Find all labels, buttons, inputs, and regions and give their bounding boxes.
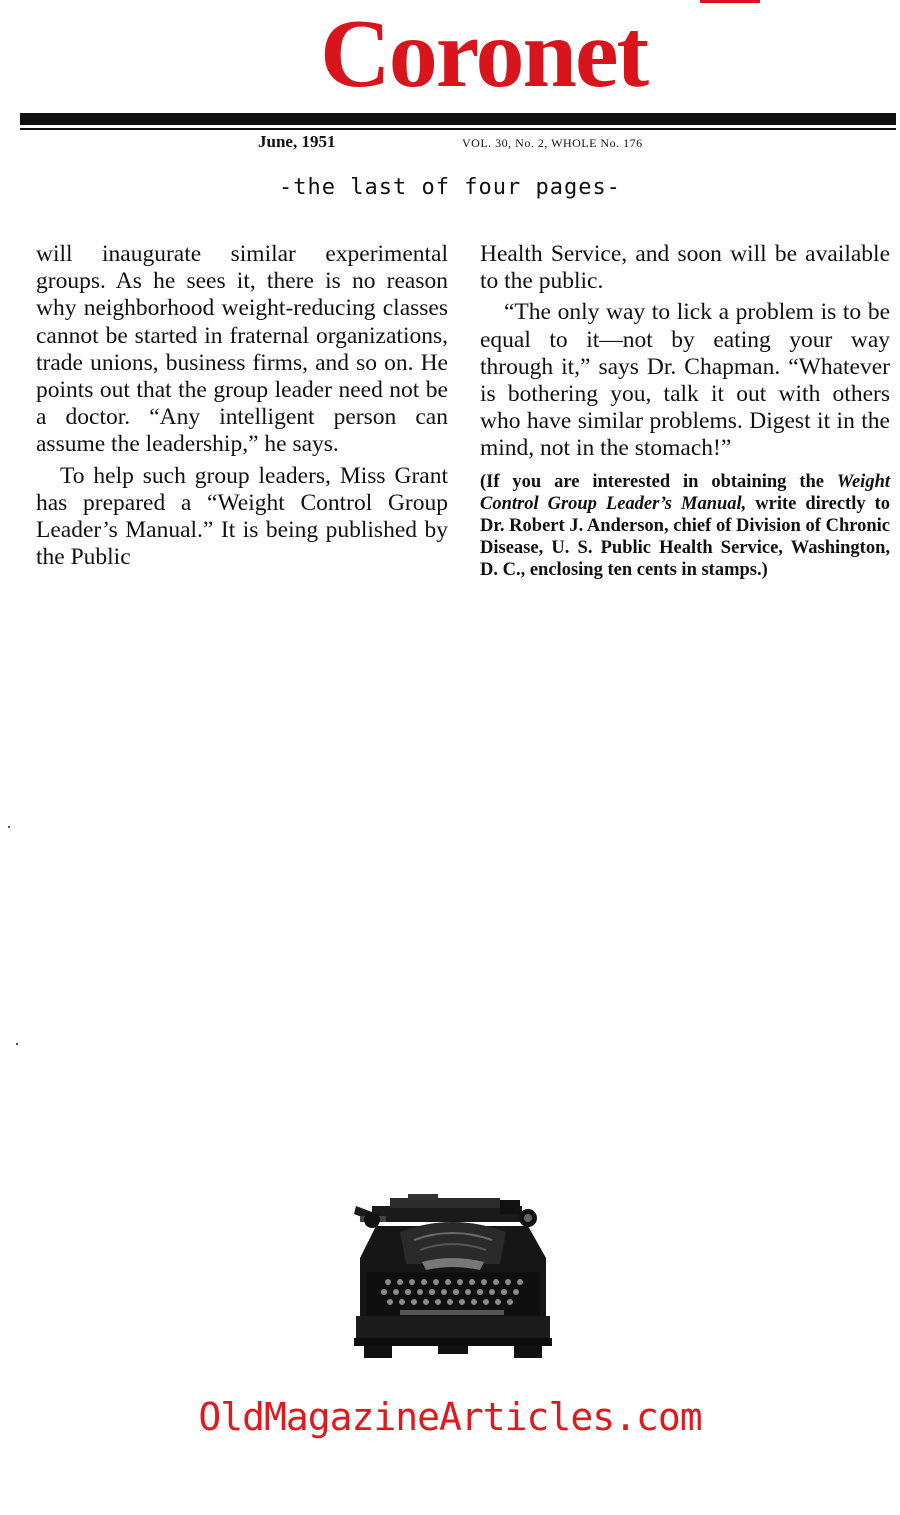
article-paragraph: will inaugurate similar experimental groups. As he sees it, there is no reason why neighborhood weight-reducing classes cannot be started in fraternal organizations, trade unions, business firms, and so on. He points out that the group leader need not be a doctor. “Any intelligent person can assume the leadership,” he says. — [36, 241, 448, 458]
footnote-text: write directly to Dr. Robert J. Anderson, chief of Division of Chronic Disease, U. S. Public Health Service, Washington, D. C., enclosing ten cents in stamps.) — [480, 493, 890, 580]
page-sequence-note: -the last of four pages- — [279, 175, 621, 200]
article-footnote — [480, 471, 890, 581]
article-paragraph: Health Service, and soon will be available to the public. — [480, 241, 890, 295]
footer-website: OldMagazineArticles.com — [198, 1395, 702, 1439]
issue-date: June, 1951 — [258, 132, 336, 151]
scan-speck — [16, 1043, 18, 1045]
magazine-title: Coronet — [320, 0, 648, 108]
article-left-column — [36, 241, 448, 571]
article-paragraph: “The only way to lick a problem is to be equal to it—not by eating your way through it,” says Dr. Chapman. “Whatever is bothering you, talk it out with others who have similar problems. Digest it in the mind, not in the stomach!” — [480, 299, 890, 462]
issue-volume: VOL. 30, No. 2, WHOLE No. 176 — [462, 136, 643, 150]
article-paragraph: To help such group leaders, Miss Grant has prepared a “Weight Control Group Leader’s Manual.” It is being published by the Public — [36, 462, 448, 571]
masthead-rule-thick — [20, 113, 896, 125]
masthead — [0, 0, 900, 110]
article-right-column — [480, 241, 890, 581]
manual-title: Weight Control Group Leader’s Manual, — [480, 471, 890, 514]
scan-speck — [8, 826, 10, 828]
footnote-text: (If you are interested in obtaining the — [480, 471, 824, 492]
typewriter-icon — [350, 1192, 555, 1364]
decorative-red-line — [700, 0, 760, 3]
masthead-rule-thin — [20, 128, 896, 130]
